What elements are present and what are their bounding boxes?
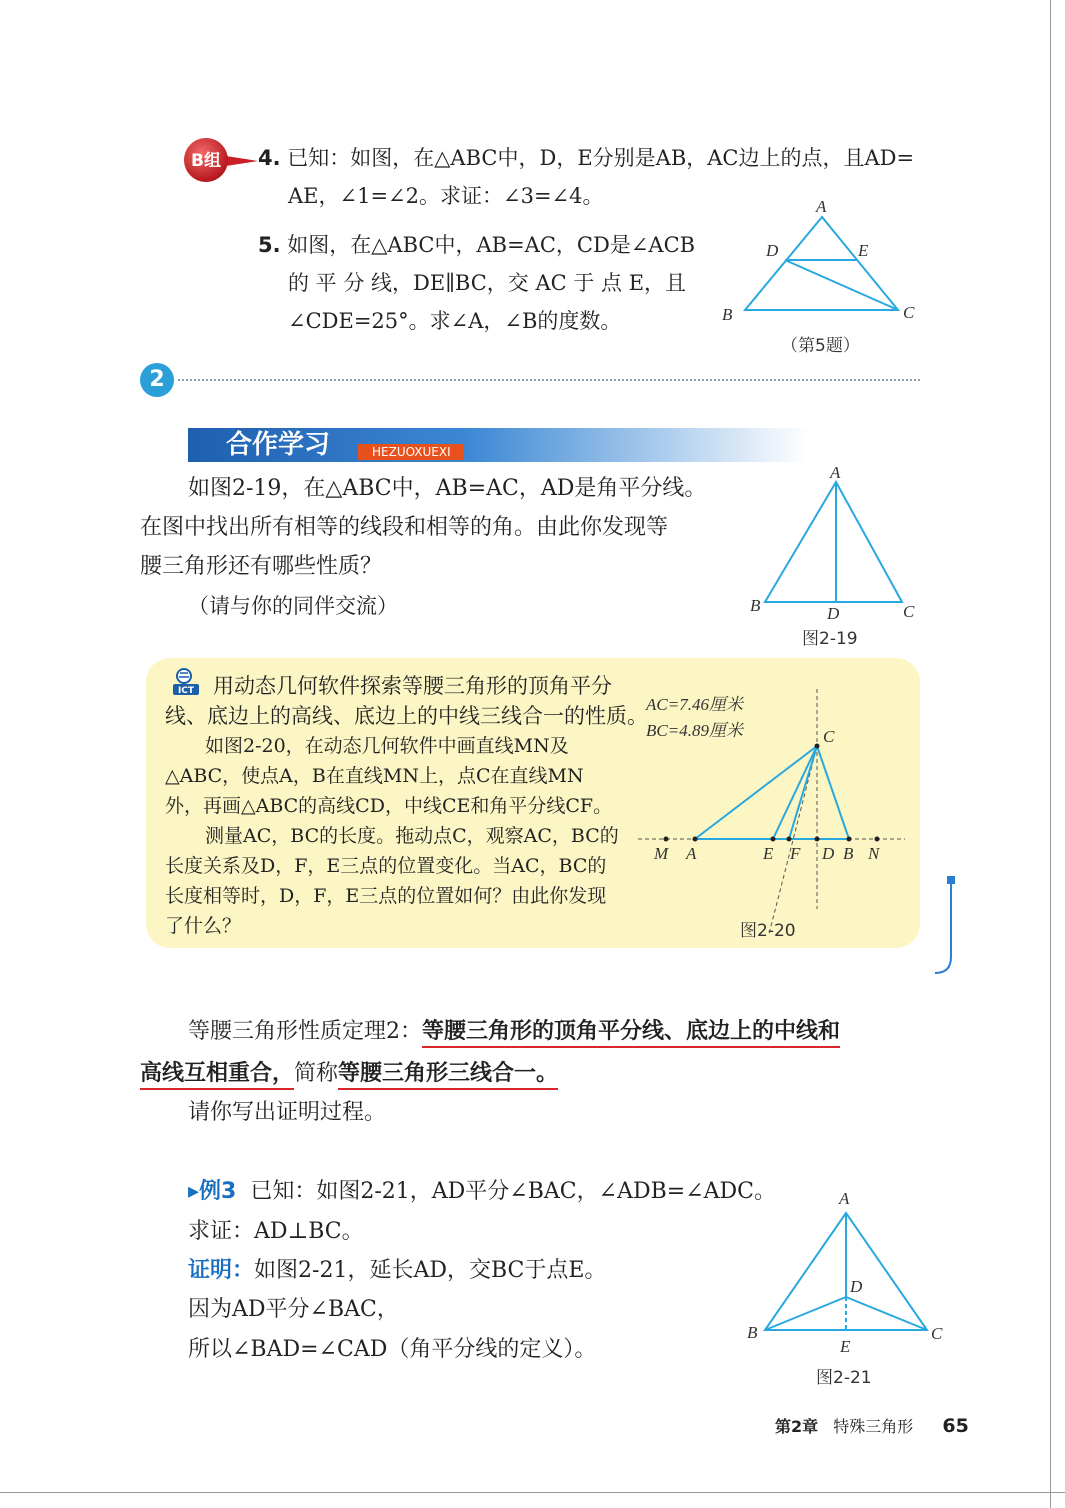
fig219-caption: 图2-19 xyxy=(802,629,858,649)
fig220-label-n: N xyxy=(868,844,880,863)
fig221-label-b: B xyxy=(747,1323,758,1342)
fig220-measure-bc: BC=4.89厘米 xyxy=(646,721,743,740)
fig220-label-a: A xyxy=(686,844,697,863)
fig221-label-e: E xyxy=(840,1337,851,1356)
fig5-label-a: A xyxy=(816,197,827,216)
example-3-proof-1: 证明：如图2-21，延长AD，交BC于点E。 xyxy=(188,1258,607,1283)
example-3-prove: 求证：AD⊥BC。 xyxy=(188,1219,364,1244)
figure-5 xyxy=(700,190,940,360)
fig5-label-b: B xyxy=(722,305,733,324)
fig219-label-d: D xyxy=(827,604,840,623)
fig220-label-d: D xyxy=(822,844,835,863)
example-3-given: ▸例3 已知：如图2-21，AD平分∠BAC，∠ADB=∠ADC。 xyxy=(188,1179,776,1204)
section-divider xyxy=(178,379,920,381)
example-3-proof-2: 因为AD平分∠BAC， xyxy=(188,1297,399,1322)
figure-2-21 xyxy=(735,1180,955,1390)
fig219-label-b: B xyxy=(750,596,761,615)
svg-text:B组: B组 xyxy=(191,151,221,171)
coop-line-4: （请与你的同伴交流） xyxy=(188,594,398,618)
fig220-label-b: B xyxy=(843,844,854,863)
coop-line-1: 如图2-19，在△ABC中，AB=AC，AD是角平分线。 xyxy=(188,476,707,501)
fig221-label-d: D xyxy=(850,1277,863,1296)
problem-4: 4. 已知：如图，在△ABC中，D，E分别是AB，AC边上的点，且AD= xyxy=(258,146,915,170)
theorem-line-2: 高线互相重合，简称等腰三角形三线合一。 xyxy=(140,1058,558,1090)
fig5-caption: （第5题） xyxy=(781,336,860,356)
fig221-label-c: C xyxy=(931,1324,943,1343)
fig5-label-c: C xyxy=(903,303,915,322)
fig5-label-d: D xyxy=(766,241,779,260)
figure-2-19 xyxy=(740,458,930,656)
fig220-measure-ac: AC=7.46厘米 xyxy=(646,695,743,714)
problem-4-line2: AE，∠1=∠2。求证：∠3=∠4。 xyxy=(288,184,604,208)
fig220-caption: 图2-20 xyxy=(740,921,796,941)
fig219-label-a: A xyxy=(830,463,841,482)
section-number: 2 xyxy=(140,363,174,397)
fig220-label-m: M xyxy=(654,844,669,863)
problem-5: 5. 如图，在△ABC中，AB=AC，CD是∠ACB xyxy=(258,233,696,257)
fig221-label-a: A xyxy=(839,1189,850,1208)
ict-connector xyxy=(420,875,965,980)
footer xyxy=(775,1414,969,1439)
theorem-line-1: 等腰三角形性质定理2：等腰三角形的顶角平分线、底边上的中线和 xyxy=(188,1016,840,1048)
coop-subtitle: HEZUOXUEXI xyxy=(358,444,463,460)
ict-icon xyxy=(170,667,204,699)
fig5-label-e: E xyxy=(858,241,869,260)
example-3-proof-3: 所以∠BAD=∠CAD（角平分线的定义）。 xyxy=(188,1337,597,1362)
badge-icon xyxy=(182,136,262,186)
problem-5-line2: 的 平 分 线，DE∥BC，交 AC 于 点 E，且 xyxy=(288,271,687,295)
coop-banner xyxy=(188,428,808,462)
coop-title: 合作学习 xyxy=(226,430,331,460)
svg-text:ICT: ICT xyxy=(177,686,195,696)
coop-line-2: 在图中找出所有相等的线段和相等的角。由此你发现等 xyxy=(140,515,669,540)
fig220-label-c: C xyxy=(823,727,835,746)
fig220-label-f: F xyxy=(790,844,801,863)
page-number: 65 xyxy=(942,1415,969,1437)
fig220-label-e: E xyxy=(763,844,774,863)
fig219-label-c: C xyxy=(903,602,915,621)
coop-line-3: 腰三角形还有哪些性质？ xyxy=(140,554,383,579)
group-b-badge xyxy=(182,136,262,186)
page-frame-bottom xyxy=(0,1492,1065,1493)
footer-title: 特殊三角形 xyxy=(833,1417,914,1436)
theorem-prompt: 请你写出证明过程。 xyxy=(188,1100,387,1125)
footer-chapter: 第2章 xyxy=(775,1417,819,1436)
problem-5-line3: ∠CDE=25°。求∠A，∠B的度数。 xyxy=(288,309,622,333)
fig221-caption: 图2-21 xyxy=(816,1368,872,1388)
